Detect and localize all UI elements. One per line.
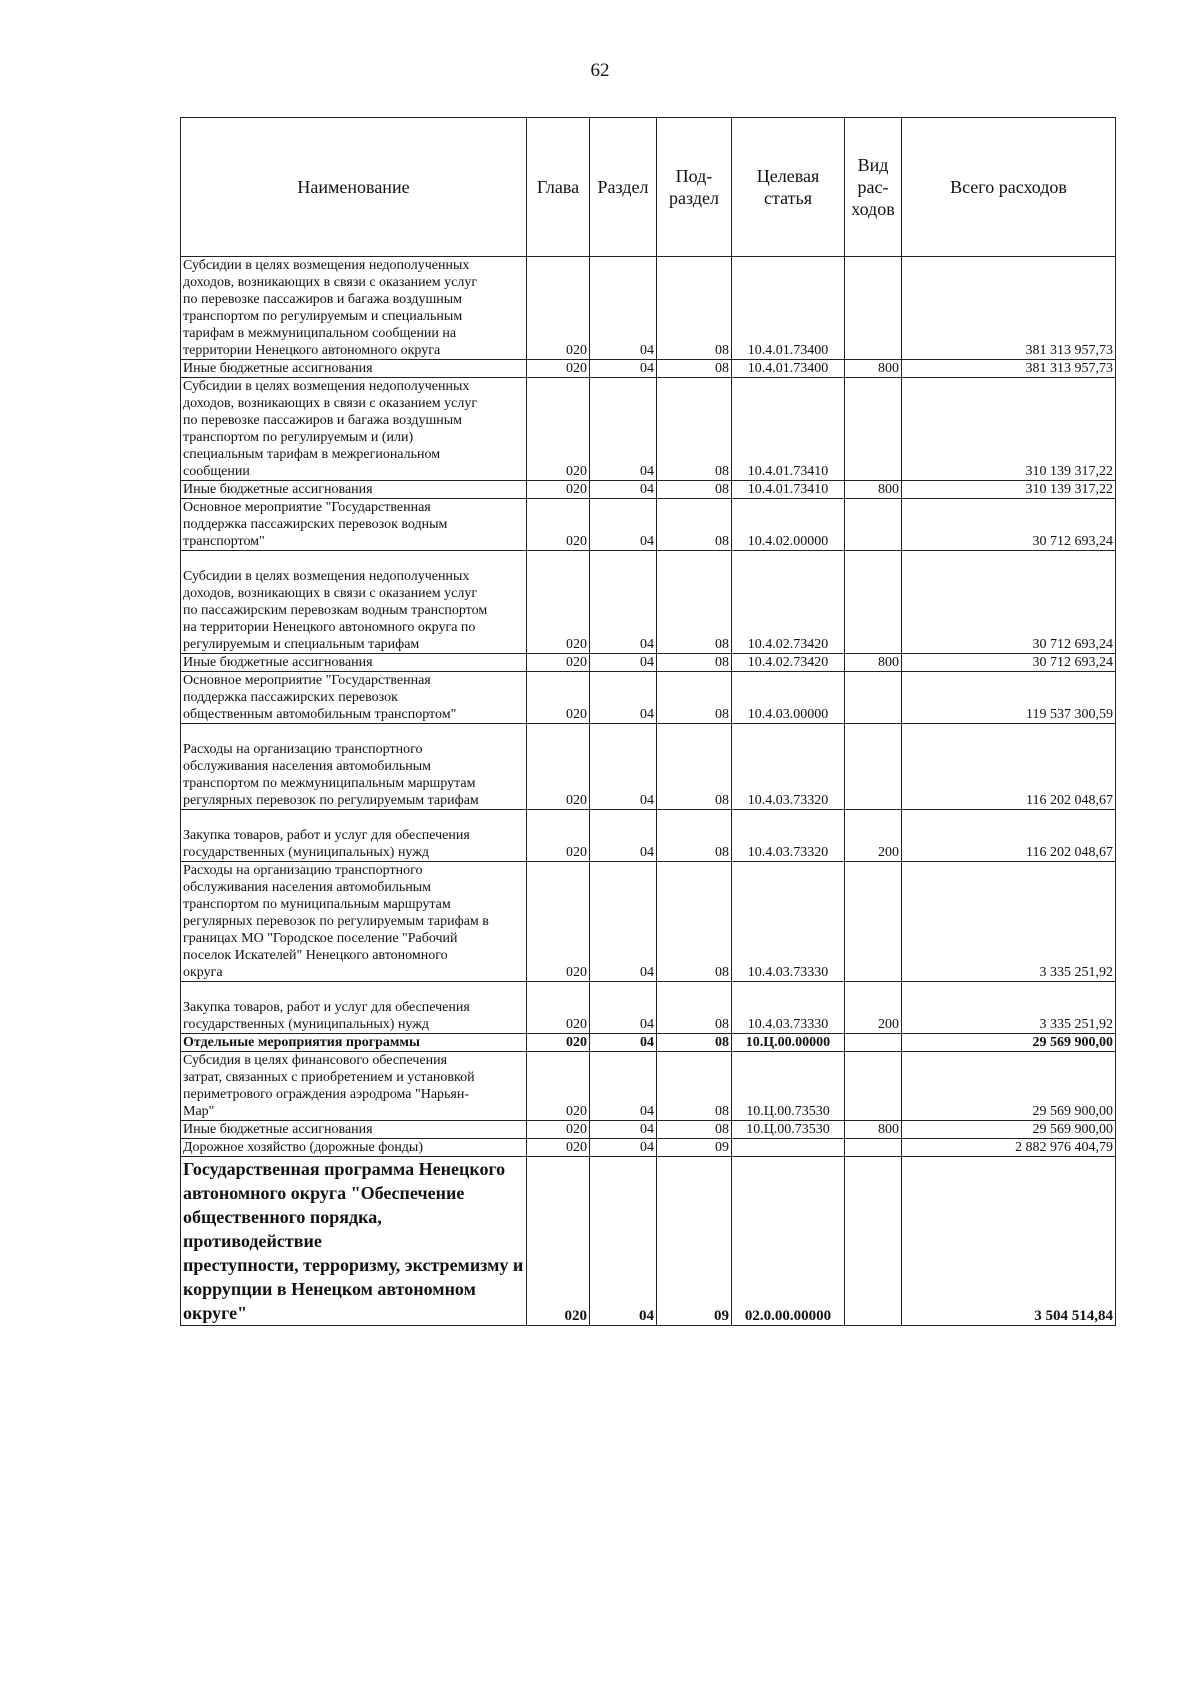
row-section: 04 (590, 982, 657, 1034)
row-name: Основное мероприятие "Государственная поддержка пассажирских перевозок водным транспортом" (181, 499, 527, 551)
table-row (181, 551, 1116, 654)
row-subsection: 08 (657, 378, 732, 481)
row-chapter: 020 (527, 481, 590, 499)
row-target: 10.4.02.00000 (732, 499, 845, 551)
row-subsection: 08 (657, 654, 732, 672)
row-target: 10.4.03.73330 (732, 862, 845, 982)
row-name: Иные бюджетные ассигнования (181, 481, 527, 499)
budget-table (180, 117, 1116, 1326)
table-row (181, 1139, 1116, 1157)
row-total: 3 335 251,92 (902, 862, 1116, 982)
table-row (181, 810, 1116, 862)
table-row (181, 257, 1116, 360)
row-subsection: 08 (657, 982, 732, 1034)
row-total: 30 712 693,24 (902, 499, 1116, 551)
row-expense-type (845, 862, 902, 982)
row-total: 29 569 900,00 (902, 1121, 1116, 1139)
row-name: Отдельные мероприятия программы (181, 1034, 527, 1052)
table-row (181, 1052, 1116, 1121)
row-subsection: 08 (657, 257, 732, 360)
row-target: 10.4.01.73410 (732, 481, 845, 499)
row-expense-type: 800 (845, 481, 902, 499)
table-row (181, 1121, 1116, 1139)
row-expense-type (845, 1052, 902, 1121)
row-expense-type (845, 257, 902, 360)
row-target: 10.Ц.00.73530 (732, 1052, 845, 1121)
row-total: 310 139 317,22 (902, 481, 1116, 499)
row-target: 10.4.01.73400 (732, 257, 845, 360)
row-name: Субсидия в целях финансового обеспечения затрат, связанных с приобретением и установкой периметрового ограждения аэродрома "Нарьян- Мар" (181, 1052, 527, 1121)
row-total: 119 537 300,59 (902, 672, 1116, 724)
row-name: Государственная программа Ненецкого автономного округа "Обеспечение общественного порядка, противодействие преступности, терроризму, экстремизму и коррупции в Ненецком автономном округе" (181, 1157, 527, 1326)
row-name: Расходы на организацию транспортного обслуживания населения автомобильным транспортом по межмуниципальным маршрутам регулярных перевозок по регулируемым тарифам (181, 724, 527, 810)
row-expense-type (845, 1139, 902, 1157)
row-section: 04 (590, 481, 657, 499)
table-row (181, 499, 1116, 551)
row-expense-type: 800 (845, 1121, 902, 1139)
row-total: 116 202 048,67 (902, 810, 1116, 862)
header-expense-type: Вид рас- ходов (845, 118, 902, 257)
row-chapter: 020 (527, 257, 590, 360)
row-total: 381 313 957,73 (902, 257, 1116, 360)
row-subsection: 08 (657, 1034, 732, 1052)
row-section: 04 (590, 1139, 657, 1157)
row-name: Иные бюджетные ассигнования (181, 360, 527, 378)
row-section: 04 (590, 862, 657, 982)
row-chapter: 020 (527, 1139, 590, 1157)
row-total: 29 569 900,00 (902, 1034, 1116, 1052)
row-section: 04 (590, 1034, 657, 1052)
row-chapter: 020 (527, 724, 590, 810)
row-target: 10.4.02.73420 (732, 654, 845, 672)
row-chapter: 020 (527, 672, 590, 724)
row-chapter: 020 (527, 1157, 590, 1326)
row-subsection: 08 (657, 1052, 732, 1121)
row-total: 381 313 957,73 (902, 360, 1116, 378)
row-expense-type (845, 499, 902, 551)
row-name: Расходы на организацию транспортного обслуживания населения автомобильным транспортом по муниципальным маршрутам регулярных перевозок по регулируемым тарифам в границах МО "Городское поселение "Рабочий поселок Искателей" Ненецкого автономного округа (181, 862, 527, 982)
row-total: 3 335 251,92 (902, 982, 1116, 1034)
header-chapter: Глава (527, 118, 590, 257)
row-subsection: 08 (657, 499, 732, 551)
row-subsection: 09 (657, 1157, 732, 1326)
row-name: Дорожное хозяйство (дорожные фонды) (181, 1139, 527, 1157)
row-chapter: 020 (527, 654, 590, 672)
row-subsection: 09 (657, 1139, 732, 1157)
row-name: Закупка товаров, работ и услуг для обеспечения государственных (муниципальных) нужд (181, 982, 527, 1034)
row-target: 10.4.02.73420 (732, 551, 845, 654)
table-row (181, 982, 1116, 1034)
row-total: 30 712 693,24 (902, 654, 1116, 672)
table-row (181, 724, 1116, 810)
row-section: 04 (590, 551, 657, 654)
row-section: 04 (590, 672, 657, 724)
row-name: Иные бюджетные ассигнования (181, 1121, 527, 1139)
row-target: 10.Ц.00.73530 (732, 1121, 845, 1139)
row-section: 04 (590, 499, 657, 551)
row-subsection: 08 (657, 862, 732, 982)
table-row (181, 1034, 1116, 1052)
row-target: 10.4.03.73320 (732, 724, 845, 810)
row-name: Иные бюджетные ассигнования (181, 654, 527, 672)
table-row (181, 672, 1116, 724)
row-target: 10.4.03.73320 (732, 810, 845, 862)
row-section: 04 (590, 1052, 657, 1121)
row-name: Закупка товаров, работ и услуг для обеспечения государственных (муниципальных) нужд (181, 810, 527, 862)
row-expense-type: 800 (845, 654, 902, 672)
row-expense-type: 800 (845, 360, 902, 378)
row-expense-type: 200 (845, 982, 902, 1034)
table-row (181, 654, 1116, 672)
row-subsection: 08 (657, 810, 732, 862)
row-subsection: 08 (657, 672, 732, 724)
row-expense-type (845, 378, 902, 481)
row-subsection: 08 (657, 724, 732, 810)
row-chapter: 020 (527, 499, 590, 551)
row-expense-type: 200 (845, 810, 902, 862)
table-row (181, 360, 1116, 378)
row-section: 04 (590, 378, 657, 481)
row-total: 3 504 514,84 (902, 1157, 1116, 1326)
table-row (181, 1157, 1116, 1326)
row-subsection: 08 (657, 360, 732, 378)
row-section: 04 (590, 360, 657, 378)
row-section: 04 (590, 654, 657, 672)
row-target: 02.0.00.00000 (732, 1157, 845, 1326)
row-total: 2 882 976 404,79 (902, 1139, 1116, 1157)
header-subsection: Под- раздел (657, 118, 732, 257)
table-row (181, 862, 1116, 982)
row-chapter: 020 (527, 378, 590, 481)
row-chapter: 020 (527, 1121, 590, 1139)
row-target: 10.4.01.73410 (732, 378, 845, 481)
row-total: 310 139 317,22 (902, 378, 1116, 481)
row-total: 116 202 048,67 (902, 724, 1116, 810)
row-section: 04 (590, 810, 657, 862)
row-chapter: 020 (527, 551, 590, 654)
row-name: Субсидии в целях возмещения недополученных доходов, возникающих в связи с оказанием услуг по перевозке пассажиров и багажа воздушным транспортом по регулируемым и (или) специальным тарифам в межрегиональном сообщении (181, 378, 527, 481)
row-target: 10.4.03.00000 (732, 672, 845, 724)
table-header-row (181, 118, 1116, 257)
row-target: 10.4.01.73400 (732, 360, 845, 378)
row-total: 30 712 693,24 (902, 551, 1116, 654)
row-expense-type (845, 1034, 902, 1052)
row-total: 29 569 900,00 (902, 1052, 1116, 1121)
row-chapter: 020 (527, 810, 590, 862)
row-section: 04 (590, 257, 657, 360)
row-chapter: 020 (527, 1034, 590, 1052)
row-expense-type (845, 672, 902, 724)
header-name: Наименование (181, 118, 527, 257)
row-subsection: 08 (657, 1121, 732, 1139)
row-chapter: 020 (527, 862, 590, 982)
table-row (181, 378, 1116, 481)
row-chapter: 020 (527, 360, 590, 378)
row-target: 10.4.03.73330 (732, 982, 845, 1034)
row-name: Субсидии в целях возмещения недополученных доходов, возникающих в связи с оказанием услуг по перевозке пассажиров и багажа воздушным транспортом по регулируемым и специальным тарифам в межмуниципальном сообщении на территории Ненецкого автономного округа (181, 257, 527, 360)
row-section: 04 (590, 1121, 657, 1139)
row-expense-type (845, 724, 902, 810)
row-chapter: 020 (527, 982, 590, 1034)
row-target (732, 1139, 845, 1157)
table-row (181, 481, 1116, 499)
page-number: 62 (590, 60, 610, 81)
row-target: 10.Ц.00.00000 (732, 1034, 845, 1052)
row-subsection: 08 (657, 551, 732, 654)
row-expense-type (845, 1157, 902, 1326)
row-section: 04 (590, 724, 657, 810)
header-total: Всего расходов (902, 118, 1116, 257)
row-section: 04 (590, 1157, 657, 1326)
header-target: Целевая статья (732, 118, 845, 257)
row-name: Основное мероприятие "Государственная поддержка пассажирских перевозок общественным автомобильным транспортом" (181, 672, 527, 724)
row-subsection: 08 (657, 481, 732, 499)
row-name: Субсидии в целях возмещения недополученных доходов, возникающих в связи с оказанием услуг по пассажирским перевозкам водным транспортом на территории Ненецкого автономного округа по регулируемым и специальным тарифам (181, 551, 527, 654)
row-chapter: 020 (527, 1052, 590, 1121)
header-section: Раздел (590, 118, 657, 257)
row-expense-type (845, 551, 902, 654)
